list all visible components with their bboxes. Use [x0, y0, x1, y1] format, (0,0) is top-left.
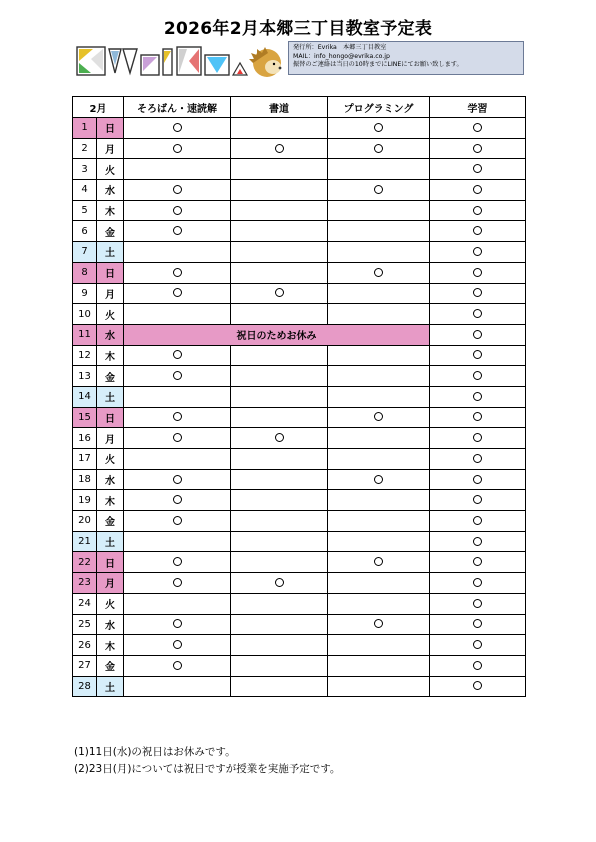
schedule-row	[73, 490, 526, 511]
day-of-week: 火	[97, 449, 124, 470]
schedule-cell	[328, 635, 430, 656]
class-scheduled-mark	[173, 288, 182, 297]
schedule-cell	[328, 552, 430, 573]
class-scheduled-mark	[173, 619, 182, 628]
schedule-cell	[328, 676, 430, 697]
class-scheduled-mark	[473, 123, 482, 132]
schedule-cell	[430, 573, 526, 594]
class-scheduled-mark	[473, 640, 482, 649]
schedule-cell	[430, 428, 526, 449]
schedule-cell	[124, 490, 231, 511]
class-scheduled-mark	[473, 226, 482, 235]
schedule-cell	[231, 614, 328, 635]
class-scheduled-mark	[374, 123, 383, 132]
schedule-row	[73, 428, 526, 449]
schedule-row	[73, 242, 526, 263]
schedule-table	[72, 96, 526, 697]
schedule-cell	[328, 180, 430, 201]
subject-header: 学習	[430, 97, 526, 118]
schedule-cell	[231, 469, 328, 490]
schedule-cell	[328, 469, 430, 490]
subject-header: そろばん・速読解	[124, 97, 231, 118]
class-scheduled-mark	[473, 247, 482, 256]
schedule-cell	[328, 366, 430, 387]
notes	[74, 744, 340, 778]
schedule-cell	[124, 676, 231, 697]
schedule-row	[73, 262, 526, 283]
schedule-cell	[124, 159, 231, 180]
schedule-cell	[231, 118, 328, 139]
email-line: MAIL：info_hongo@evrika.co.jp	[293, 52, 390, 60]
schedule-cell	[430, 655, 526, 676]
schedule-cell	[124, 407, 231, 428]
day-of-week: 水	[97, 469, 124, 490]
schedule-cell	[328, 138, 430, 159]
schedule-cell	[124, 366, 231, 387]
schedule-cell	[430, 221, 526, 242]
schedule-cell	[124, 449, 231, 470]
schedule-row	[73, 283, 526, 304]
schedule-cell	[124, 283, 231, 304]
day-of-week: 土	[97, 676, 124, 697]
day-number: 11	[73, 324, 97, 345]
month-header: 2月	[73, 97, 124, 118]
class-scheduled-mark	[173, 640, 182, 649]
day-number: 17	[73, 449, 97, 470]
schedule-cell	[328, 262, 430, 283]
class-scheduled-mark	[173, 371, 182, 380]
schedule-row	[73, 118, 526, 139]
schedule-cell	[231, 552, 328, 573]
schedule-cell	[430, 283, 526, 304]
schedule-cell	[231, 449, 328, 470]
schedule-cell	[430, 511, 526, 532]
day-number: 19	[73, 490, 97, 511]
day-of-week: 日	[97, 262, 124, 283]
schedule-cell	[430, 200, 526, 221]
schedule-cell	[430, 386, 526, 407]
schedule-cell	[231, 304, 328, 325]
schedule-cell	[124, 511, 231, 532]
schedule-cell	[124, 386, 231, 407]
schedule-cell	[231, 283, 328, 304]
class-scheduled-mark	[173, 144, 182, 153]
class-scheduled-mark	[473, 412, 482, 421]
day-of-week: 日	[97, 407, 124, 428]
class-scheduled-mark	[473, 144, 482, 153]
class-scheduled-mark	[173, 123, 182, 132]
schedule-cell	[124, 118, 231, 139]
schedule-cell	[430, 262, 526, 283]
schedule-cell	[430, 304, 526, 325]
class-scheduled-mark	[275, 288, 284, 297]
schedule-cell	[430, 449, 526, 470]
day-number: 2	[73, 138, 97, 159]
day-number: 3	[73, 159, 97, 180]
day-number: 22	[73, 552, 97, 573]
schedule-cell	[430, 531, 526, 552]
schedule-cell	[328, 283, 430, 304]
schedule-row	[73, 304, 526, 325]
schedule-cell	[430, 159, 526, 180]
schedule-cell	[231, 242, 328, 263]
schedule-cell	[328, 531, 430, 552]
schedule-cell	[231, 200, 328, 221]
schedule-cell	[124, 138, 231, 159]
class-scheduled-mark	[473, 495, 482, 504]
schedule-cell	[231, 490, 328, 511]
class-scheduled-mark	[473, 392, 482, 401]
day-of-week: 水	[97, 614, 124, 635]
day-number: 28	[73, 676, 97, 697]
day-number: 16	[73, 428, 97, 449]
class-scheduled-mark	[473, 516, 482, 525]
class-scheduled-mark	[173, 268, 182, 277]
schedule-row	[73, 138, 526, 159]
schedule-cell	[231, 573, 328, 594]
schedule-cell	[124, 180, 231, 201]
evrika-logo	[75, 41, 285, 79]
holiday-cell: 祝日のためお休み	[124, 324, 430, 345]
schedule-cell	[328, 614, 430, 635]
schedule-cell	[231, 159, 328, 180]
class-scheduled-mark	[473, 206, 482, 215]
class-scheduled-mark	[173, 185, 182, 194]
class-scheduled-mark	[473, 619, 482, 628]
class-scheduled-mark	[473, 330, 482, 339]
class-scheduled-mark	[173, 350, 182, 359]
class-scheduled-mark	[473, 537, 482, 546]
schedule-row	[73, 345, 526, 366]
schedule-cell	[430, 242, 526, 263]
schedule-row	[73, 655, 526, 676]
schedule-row	[73, 366, 526, 387]
class-scheduled-mark	[473, 350, 482, 359]
class-scheduled-mark	[374, 475, 383, 484]
day-of-week: 月	[97, 573, 124, 594]
day-of-week: 月	[97, 283, 124, 304]
day-of-week: 水	[97, 180, 124, 201]
schedule-row	[73, 676, 526, 697]
day-number: 6	[73, 221, 97, 242]
class-scheduled-mark	[275, 578, 284, 587]
schedule-cell	[124, 200, 231, 221]
schedule-cell	[328, 573, 430, 594]
class-scheduled-mark	[473, 557, 482, 566]
schedule-cell	[124, 655, 231, 676]
class-scheduled-mark	[473, 268, 482, 277]
publisher-info-box	[288, 41, 524, 75]
schedule-cell	[124, 469, 231, 490]
schedule-cell	[328, 345, 430, 366]
notice-line: 振替のご連絡は当日の10時までにLINEにてお願い致します。	[293, 61, 463, 69]
day-of-week: 土	[97, 531, 124, 552]
schedule-row	[73, 531, 526, 552]
day-number: 12	[73, 345, 97, 366]
note-item: (1)11日(水)の祝日はお休みです。	[74, 746, 236, 758]
class-scheduled-mark	[473, 681, 482, 690]
day-of-week: 木	[97, 635, 124, 656]
schedule-cell	[124, 221, 231, 242]
schedule-cell	[430, 490, 526, 511]
schedule-cell	[430, 469, 526, 490]
day-of-week: 土	[97, 242, 124, 263]
day-number: 26	[73, 635, 97, 656]
day-of-week: 木	[97, 345, 124, 366]
note-item: (2)23日(月)については祝日ですが授業を実施予定です。	[74, 763, 341, 775]
day-number: 24	[73, 593, 97, 614]
day-number: 13	[73, 366, 97, 387]
day-of-week: 木	[97, 490, 124, 511]
schedule-cell	[430, 593, 526, 614]
class-scheduled-mark	[173, 433, 182, 442]
day-of-week: 火	[97, 304, 124, 325]
schedule-cell	[328, 655, 430, 676]
schedule-body	[73, 118, 526, 697]
day-of-week: 金	[97, 655, 124, 676]
publisher-line: 発行所：Evrika 本郷三丁目教室	[293, 44, 387, 51]
day-number: 23	[73, 573, 97, 594]
schedule-cell	[430, 345, 526, 366]
schedule-cell	[328, 593, 430, 614]
class-scheduled-mark	[473, 185, 482, 194]
class-scheduled-mark	[374, 144, 383, 153]
schedule-cell	[430, 324, 526, 345]
day-number: 9	[73, 283, 97, 304]
day-of-week: 金	[97, 511, 124, 532]
schedule-cell	[430, 118, 526, 139]
schedule-cell	[328, 386, 430, 407]
class-scheduled-mark	[473, 433, 482, 442]
day-of-week: 月	[97, 138, 124, 159]
schedule-cell	[430, 614, 526, 635]
schedule-cell	[124, 428, 231, 449]
schedule-cell	[430, 180, 526, 201]
class-scheduled-mark	[173, 495, 182, 504]
schedule-cell	[328, 221, 430, 242]
class-scheduled-mark	[173, 226, 182, 235]
day-of-week: 火	[97, 593, 124, 614]
schedule-cell	[328, 200, 430, 221]
class-scheduled-mark	[374, 185, 383, 194]
day-of-week: 日	[97, 118, 124, 139]
schedule-cell	[328, 490, 430, 511]
class-scheduled-mark	[173, 412, 182, 421]
schedule-cell	[328, 449, 430, 470]
schedule-cell	[124, 531, 231, 552]
schedule-row	[73, 593, 526, 614]
schedule-cell	[231, 221, 328, 242]
schedule-cell	[328, 242, 430, 263]
schedule-cell	[231, 655, 328, 676]
day-of-week: 金	[97, 221, 124, 242]
schedule-row	[73, 449, 526, 470]
schedule-row	[73, 200, 526, 221]
schedule-cell	[231, 676, 328, 697]
schedule-cell	[231, 138, 328, 159]
class-scheduled-mark	[374, 268, 383, 277]
schedule-cell	[328, 428, 430, 449]
day-of-week: 火	[97, 159, 124, 180]
class-scheduled-mark	[473, 309, 482, 318]
schedule-cell	[124, 242, 231, 263]
schedule-cell	[231, 386, 328, 407]
day-number: 5	[73, 200, 97, 221]
schedule-row	[73, 180, 526, 201]
day-of-week: 土	[97, 386, 124, 407]
schedule-cell	[124, 262, 231, 283]
schedule-row	[73, 386, 526, 407]
class-scheduled-mark	[473, 164, 482, 173]
day-number: 1	[73, 118, 97, 139]
schedule-cell	[231, 531, 328, 552]
schedule-row	[73, 511, 526, 532]
schedule-row	[73, 324, 526, 345]
class-scheduled-mark	[473, 454, 482, 463]
class-scheduled-mark	[374, 557, 383, 566]
day-of-week: 金	[97, 366, 124, 387]
day-number: 10	[73, 304, 97, 325]
day-number: 27	[73, 655, 97, 676]
schedule-cell	[231, 345, 328, 366]
schedule-row	[73, 635, 526, 656]
class-scheduled-mark	[473, 661, 482, 670]
schedule-cell	[430, 635, 526, 656]
schedule-cell	[231, 428, 328, 449]
day-number: 25	[73, 614, 97, 635]
schedule-cell	[231, 407, 328, 428]
day-number: 20	[73, 511, 97, 532]
schedule-row	[73, 221, 526, 242]
class-scheduled-mark	[173, 516, 182, 525]
class-scheduled-mark	[275, 144, 284, 153]
schedule-cell	[328, 511, 430, 532]
class-scheduled-mark	[473, 288, 482, 297]
day-of-week: 日	[97, 552, 124, 573]
class-scheduled-mark	[473, 475, 482, 484]
schedule-row	[73, 614, 526, 635]
schedule-cell	[231, 366, 328, 387]
schedule-cell	[231, 593, 328, 614]
subject-header: プログラミング	[328, 97, 430, 118]
page-title: 2026年2月本郷三丁目教室予定表	[163, 19, 433, 39]
subject-header: 書道	[231, 97, 328, 118]
schedule-cell	[124, 614, 231, 635]
schedule-row	[73, 552, 526, 573]
schedule-cell	[430, 552, 526, 573]
schedule-row	[73, 573, 526, 594]
class-scheduled-mark	[473, 578, 482, 587]
schedule-cell	[124, 573, 231, 594]
class-scheduled-mark	[374, 619, 383, 628]
day-number: 4	[73, 180, 97, 201]
class-scheduled-mark	[473, 371, 482, 380]
schedule-cell	[124, 345, 231, 366]
day-of-week: 水	[97, 324, 124, 345]
day-number: 21	[73, 531, 97, 552]
class-scheduled-mark	[173, 661, 182, 670]
schedule-cell	[124, 635, 231, 656]
schedule-row	[73, 407, 526, 428]
schedule-cell	[430, 676, 526, 697]
schedule-cell	[231, 262, 328, 283]
schedule-cell	[328, 304, 430, 325]
schedule-cell	[124, 593, 231, 614]
schedule-cell	[430, 366, 526, 387]
day-number: 8	[73, 262, 97, 283]
class-scheduled-mark	[173, 475, 182, 484]
day-number: 7	[73, 242, 97, 263]
day-number: 15	[73, 407, 97, 428]
schedule-row	[73, 159, 526, 180]
schedule-row	[73, 469, 526, 490]
schedule-cell	[430, 407, 526, 428]
class-scheduled-mark	[173, 578, 182, 587]
class-scheduled-mark	[275, 433, 284, 442]
header-row	[73, 97, 526, 118]
schedule-cell	[328, 407, 430, 428]
schedule-cell	[231, 635, 328, 656]
day-of-week: 木	[97, 200, 124, 221]
schedule-cell	[328, 159, 430, 180]
schedule-cell	[231, 180, 328, 201]
class-scheduled-mark	[173, 557, 182, 566]
class-scheduled-mark	[173, 206, 182, 215]
schedule-cell	[231, 511, 328, 532]
class-scheduled-mark	[473, 599, 482, 608]
schedule-cell	[124, 552, 231, 573]
class-scheduled-mark	[374, 412, 383, 421]
schedule-cell	[328, 118, 430, 139]
day-number: 18	[73, 469, 97, 490]
schedule-cell	[430, 138, 526, 159]
day-of-week: 月	[97, 428, 124, 449]
schedule-cell	[124, 304, 231, 325]
day-number: 14	[73, 386, 97, 407]
